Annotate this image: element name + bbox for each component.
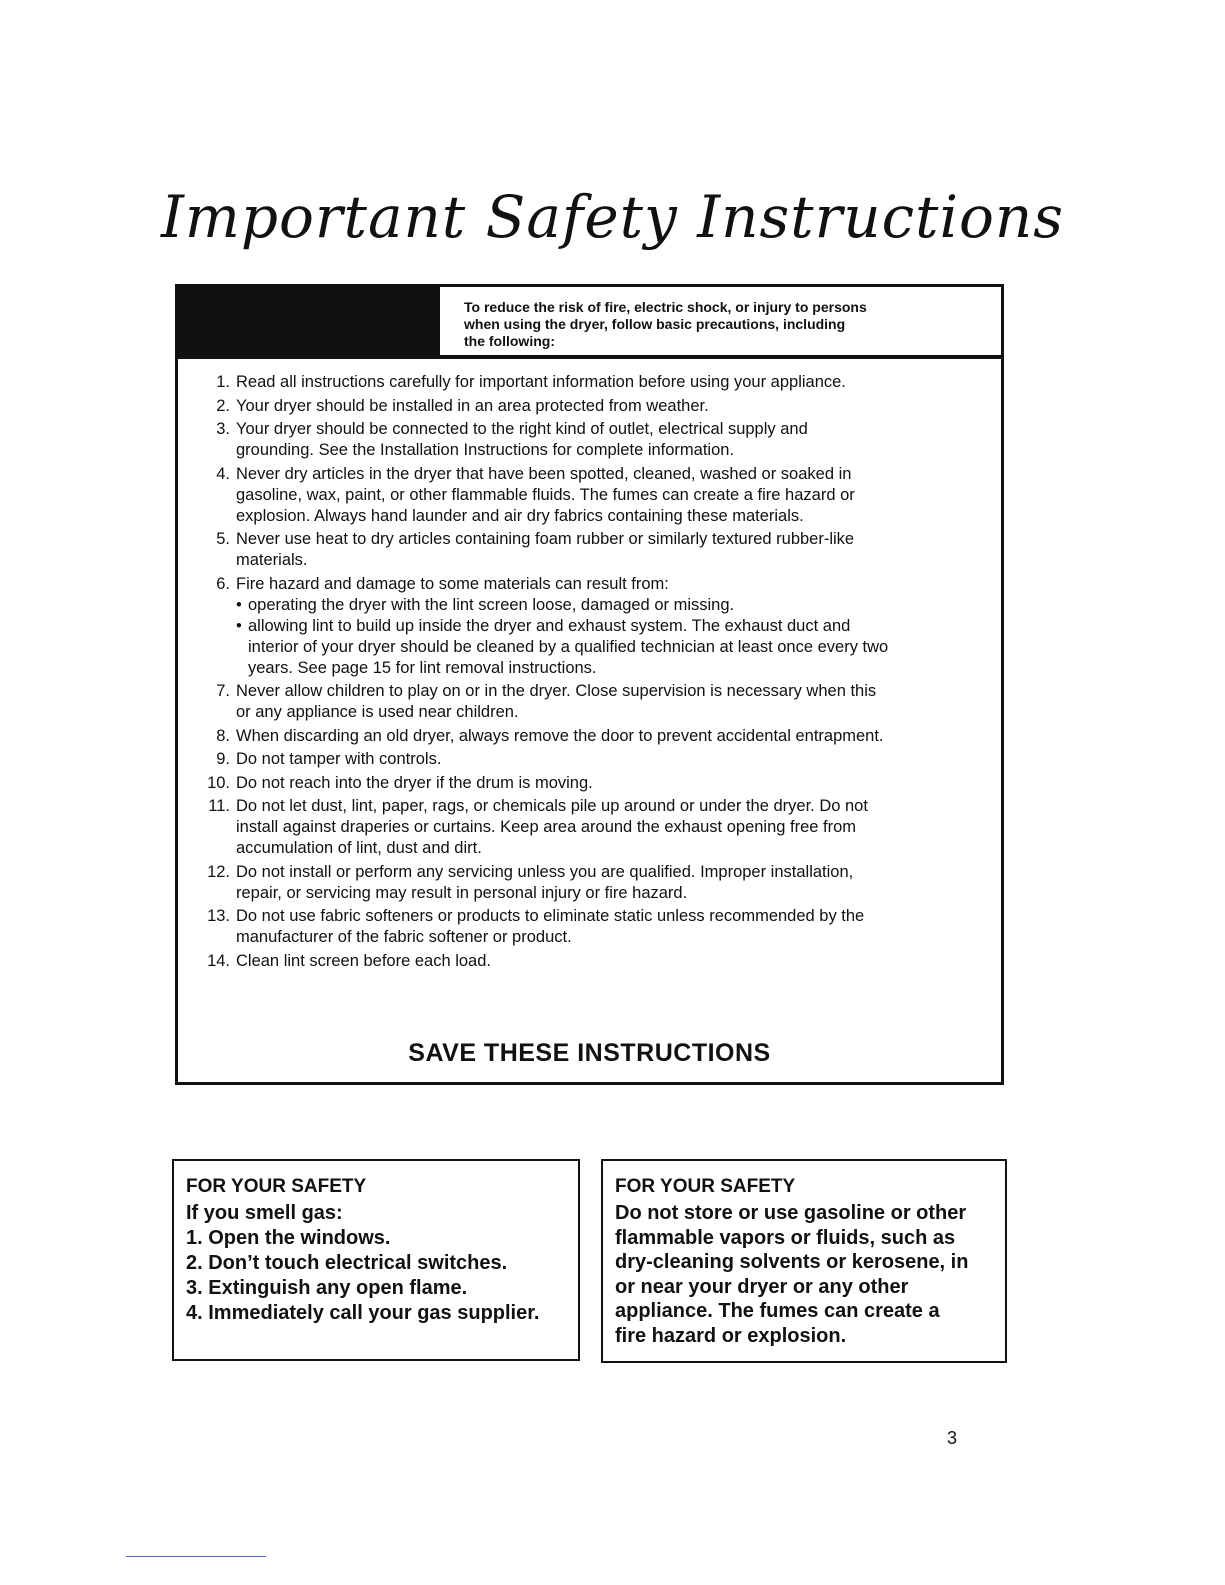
instruction-item	[178, 574, 1001, 679]
bullet-text	[236, 658, 987, 679]
safety-line: flammable vapors or fluids, such as	[615, 1226, 956, 1249]
instruction-text: explosion. Always hand launder and air dry fabrics containing these materials.	[236, 506, 804, 525]
instruction-text: repair, or servicing may result in personal injury or fire hazard.	[236, 883, 688, 902]
bullet-text	[236, 637, 987, 658]
instruction-text: accumulation of lint, dust and dirt.	[236, 839, 482, 857]
safety-line: 2. Don’t touch electrical switches.	[186, 1252, 508, 1274]
instruction-text: Do not reach into the dryer if the drum is moving.	[236, 773, 593, 792]
instruction-text: Never dry articles in the dryer that have been spotted, cleaned, washed or soaked in	[236, 464, 852, 483]
warning-text	[464, 299, 984, 350]
instruction-text: When discarding an old dryer, always remove the door to prevent accidental entrapment.	[236, 726, 884, 745]
instruction-number: 2.	[216, 396, 230, 415]
safety-line: 4. Immediately call your gas supplier.	[186, 1302, 540, 1324]
instruction-item	[178, 951, 1001, 972]
instruction-number: 6.	[216, 574, 230, 593]
instruction-text: materials.	[236, 551, 308, 569]
bullet-icon: •	[236, 616, 242, 635]
safety-label: FOR YOUR SAFETY	[186, 1176, 367, 1197]
bullet-line: years. See page 15 for lint removal instructions.	[248, 658, 597, 677]
instruction-text: Clean lint screen before each load.	[236, 951, 491, 970]
instruction-text: Your dryer should be installed in an area protected from weather.	[236, 396, 709, 415]
instruction-text: Do not let dust, lint, paper, rags, or chemicals pile up around or under the dryer. Do not	[236, 797, 868, 815]
instruction-number: 5.	[216, 530, 230, 548]
instruction-text: Your dryer should be connected to the right kind of outlet, electrical supply and	[236, 420, 808, 438]
instruction-item	[178, 464, 1001, 527]
instruction-number: 1.	[216, 373, 230, 391]
footer-rule	[126, 1556, 266, 1557]
instruction-number: 11.	[208, 797, 230, 815]
instruction-item	[178, 862, 1001, 904]
safety-line: dry-cleaning solvents or kerosene, in	[615, 1251, 969, 1274]
instruction-item	[178, 796, 1001, 859]
instruction-text: Fire hazard and damage to some materials can result from:	[236, 574, 669, 593]
instruction-item	[178, 681, 1001, 723]
instruction-text: gasoline, wax, paint, or other flammable fluids. The fumes can create a fire hazard or	[236, 485, 855, 504]
safety-label: FOR YOUR SAFETY	[615, 1176, 796, 1197]
page-number: 3	[947, 1428, 958, 1448]
bullet-line: allowing lint to build up inside the dryer and exhaust system. The exhaust duct and	[248, 616, 851, 635]
instruction-number: 3.	[216, 420, 230, 438]
warning-line: To reduce the risk of fire, electric shock, or injury to persons	[464, 299, 867, 315]
safety-line: 1. Open the windows.	[186, 1227, 391, 1249]
instruction-item	[178, 726, 1001, 747]
instruction-item	[178, 419, 1001, 461]
safety-line: appliance. The fumes can create a	[615, 1300, 940, 1323]
instruction-text: Never allow children to play on or in the dryer. Close supervision is necessary when this	[236, 682, 877, 700]
instruction-number: 4.	[216, 464, 230, 483]
instruction-item	[178, 396, 1001, 417]
bullet-text	[236, 616, 987, 637]
warning-line: when using the dryer, follow basic precautions, including	[464, 316, 846, 332]
instruction-number: 12.	[207, 862, 230, 881]
warning-line: the following:	[464, 333, 555, 349]
instruction-text: Never use heat to dry articles containing foam rubber or similarly textured rubber-like	[236, 530, 855, 548]
warning-header	[178, 287, 1001, 359]
instruction-number: 7.	[216, 682, 230, 700]
safety-line: Do not store or use gasoline or other	[615, 1202, 967, 1224]
instruction-text: Do not tamper with controls.	[236, 750, 442, 768]
bullet-line: interior of your dryer should be cleaned by a qualified technician at least once every two	[248, 637, 889, 656]
flammable-safety-box	[601, 1159, 1007, 1363]
instruction-text: install against draperies or curtains. Keep area around the exhaust opening free from	[236, 818, 857, 836]
safety-line: If you smell gas:	[186, 1202, 343, 1224]
instruction-number: 14.	[207, 951, 230, 970]
page-title: Important Safety Instructions	[160, 183, 1065, 251]
instructions-list	[178, 372, 1001, 974]
save-instructions-heading: SAVE THESE INSTRUCTIONS	[408, 1039, 771, 1067]
safety-line: or near your dryer or any other	[615, 1275, 909, 1298]
bullet-text	[236, 595, 987, 616]
safety-line: 3. Extinguish any open flame.	[186, 1277, 468, 1299]
bullet-icon: •	[236, 595, 242, 614]
instruction-item	[178, 529, 1001, 571]
instruction-text: grounding. See the Installation Instructions for complete information.	[236, 441, 735, 459]
instruction-item	[178, 372, 1001, 393]
instruction-text: or any appliance is used near children.	[236, 703, 519, 721]
instruction-number: 9.	[216, 750, 230, 768]
safety-instructions-box	[175, 284, 1004, 1085]
instruction-number: 10.	[207, 773, 230, 792]
instruction-number: 13.	[207, 907, 230, 925]
safety-line: fire hazard or explosion.	[615, 1324, 847, 1347]
instruction-number: 8.	[216, 726, 230, 745]
instruction-text: manufacturer of the fabric softener or product.	[236, 928, 572, 946]
instruction-text: Do not use fabric softeners or products to eliminate static unless recommended by the	[236, 907, 865, 925]
instruction-item	[178, 749, 1001, 770]
bullet-line: operating the dryer with the lint screen loose, damaged or missing.	[248, 595, 735, 614]
instruction-text: Do not install or perform any servicing unless you are qualified. Improper installation,	[236, 862, 854, 881]
gas-safety-box	[172, 1159, 580, 1361]
instruction-text: Read all instructions carefully for important information before using your appliance.	[236, 373, 846, 391]
instruction-item	[178, 773, 1001, 794]
instruction-item	[178, 906, 1001, 948]
warning-block	[178, 287, 440, 355]
